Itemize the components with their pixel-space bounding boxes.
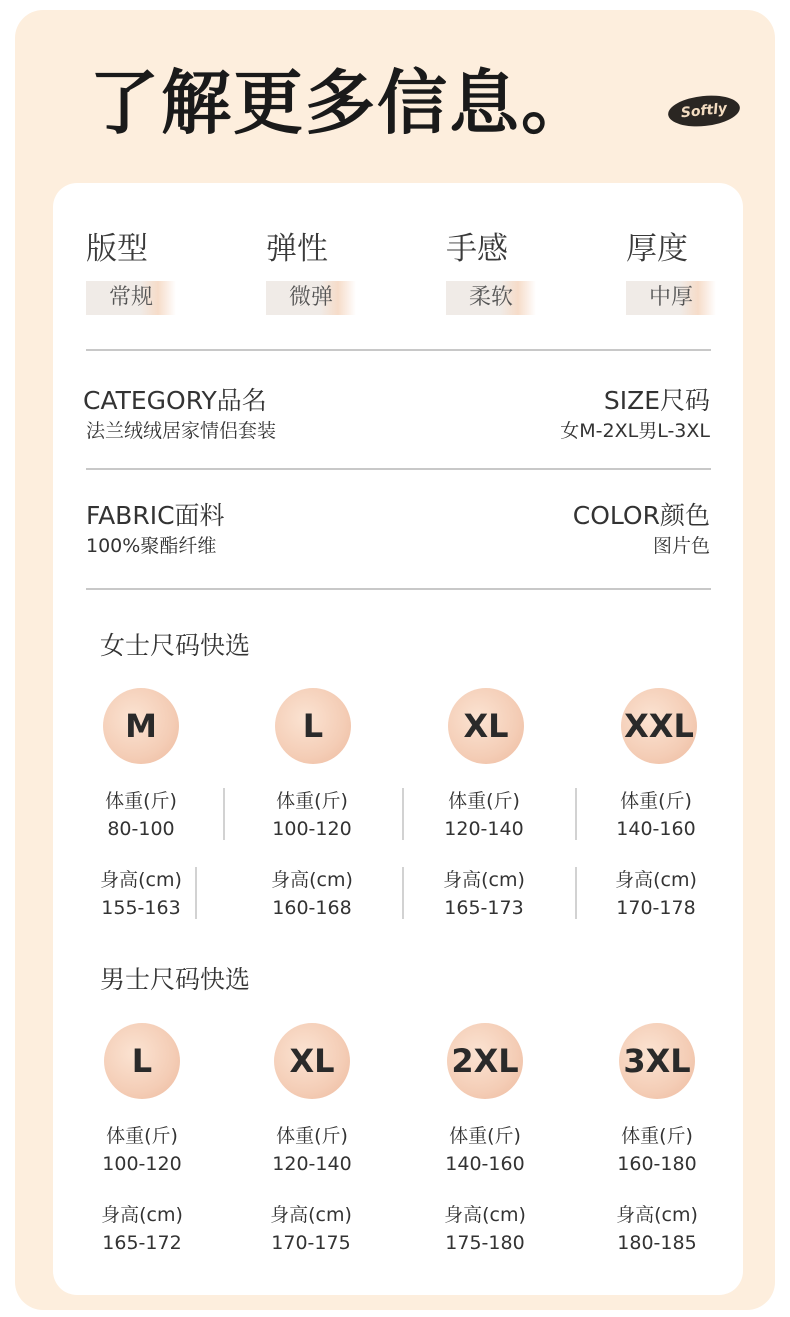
size-circle: XL [448, 688, 524, 764]
column-separator [402, 788, 404, 840]
height-value: 175-180 [445, 1232, 525, 1254]
fabric-title: FABRIC面料 [86, 501, 225, 530]
weight-cell [415, 1122, 555, 1178]
weight-cell [586, 787, 726, 843]
height-value: 180-185 [617, 1232, 697, 1254]
height-cell [71, 866, 211, 922]
column-separator [223, 788, 225, 840]
category-title: CATEGORY品名 [83, 386, 267, 415]
size-circle: L [104, 1023, 180, 1099]
weight-label: 体重(斤) [106, 1125, 178, 1147]
weight-label: 体重(斤) [105, 790, 177, 812]
height-value: 165-173 [444, 897, 524, 919]
weight-cell [71, 787, 211, 843]
divider [86, 588, 711, 590]
weight-label: 体重(斤) [276, 790, 348, 812]
attribute-value: 常规 [86, 281, 176, 315]
weight-label: 体重(斤) [621, 1125, 693, 1147]
weight-cell [242, 1122, 382, 1178]
weight-value: 80-100 [107, 818, 175, 840]
height-cell [414, 866, 554, 922]
divider [86, 468, 711, 470]
info-card [53, 183, 743, 1295]
height-value: 170-175 [271, 1232, 351, 1254]
brand-logo: Softly [667, 92, 742, 129]
height-cell [72, 1201, 212, 1257]
height-cell [587, 1201, 727, 1257]
size-circle: 2XL [447, 1023, 523, 1099]
size-circle: XXL [621, 688, 697, 764]
height-label: 身高(cm) [101, 1204, 183, 1226]
attribute-label: 手感 [446, 231, 508, 267]
weight-value: 160-180 [617, 1153, 697, 1175]
attribute-elasticity [266, 231, 406, 315]
height-value: 170-178 [616, 897, 696, 919]
category-value: 法兰绒绒居家情侣套装 [86, 420, 277, 442]
weight-label: 体重(斤) [620, 790, 692, 812]
weight-value: 140-160 [616, 818, 696, 840]
size-circle: L [275, 688, 351, 764]
attribute-value: 微弹 [266, 281, 356, 315]
weight-value: 120-140 [444, 818, 524, 840]
size-title: SIZE尺码 [603, 386, 710, 415]
weight-value: 140-160 [445, 1153, 525, 1175]
height-label: 身高(cm) [271, 869, 353, 891]
column-separator [575, 788, 577, 840]
height-value: 155-163 [101, 897, 181, 919]
weight-label: 体重(斤) [276, 1125, 348, 1147]
attribute-label: 厚度 [626, 231, 688, 267]
size-circle: XL [274, 1023, 350, 1099]
weight-label: 体重(斤) [449, 1125, 521, 1147]
height-label: 身高(cm) [100, 869, 182, 891]
height-label: 身高(cm) [444, 1204, 526, 1226]
attribute-feel [446, 231, 586, 315]
women-size-title: 女士尺码快选 [100, 631, 251, 660]
men-size-title: 男士尺码快选 [100, 965, 251, 994]
column-separator [575, 867, 577, 919]
weight-cell [587, 1122, 727, 1178]
color-value: 图片色 [652, 535, 710, 557]
attribute-value: 柔软 [446, 281, 536, 315]
weight-cell [414, 787, 554, 843]
attribute-thickness [626, 231, 766, 315]
page-title: 了解更多信息。 [89, 62, 593, 144]
height-cell [586, 866, 726, 922]
height-value: 160-168 [272, 897, 352, 919]
weight-cell [242, 787, 382, 843]
column-separator [402, 867, 404, 919]
column-separator [195, 867, 197, 919]
height-value: 165-172 [102, 1232, 182, 1254]
height-cell [242, 866, 382, 922]
height-label: 身高(cm) [443, 869, 525, 891]
attribute-label: 版型 [86, 231, 148, 267]
height-cell [415, 1201, 555, 1257]
weight-value: 100-120 [272, 818, 352, 840]
weight-cell [72, 1122, 212, 1178]
divider [86, 349, 711, 351]
attribute-fit [86, 231, 226, 315]
weight-label: 体重(斤) [448, 790, 520, 812]
height-label: 身高(cm) [270, 1204, 352, 1226]
size-circle: 3XL [619, 1023, 695, 1099]
attribute-value: 中厚 [626, 281, 716, 315]
weight-value: 100-120 [102, 1153, 182, 1175]
weight-value: 120-140 [272, 1153, 352, 1175]
height-label: 身高(cm) [615, 869, 697, 891]
fabric-value: 100%聚酯纤维 [86, 535, 217, 557]
size-circle: M [103, 688, 179, 764]
height-label: 身高(cm) [616, 1204, 698, 1226]
attribute-label: 弹性 [266, 231, 328, 267]
color-title: COLOR颜色 [572, 501, 710, 530]
height-cell [241, 1201, 381, 1257]
size-value: 女M-2XL男L-3XL [560, 420, 710, 442]
